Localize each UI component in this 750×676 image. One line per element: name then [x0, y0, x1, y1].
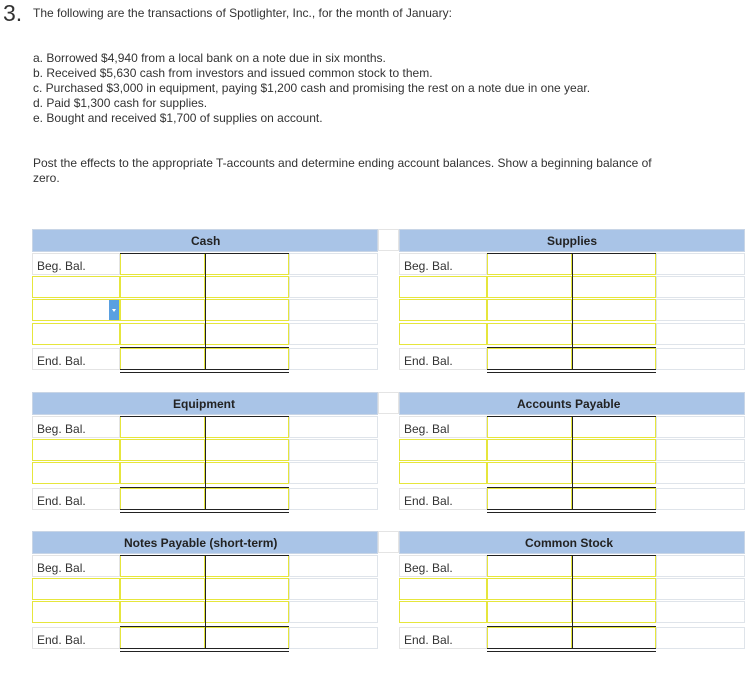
entry-label-field[interactable]: [399, 462, 487, 484]
t-account-header: [32, 229, 378, 252]
beginning-balance-label: Beg. Bal.: [32, 416, 120, 438]
debit-input[interactable]: [487, 253, 572, 275]
entry-label-field[interactable]: [399, 601, 487, 623]
t-account-total-rule: [120, 626, 289, 627]
spacer-cell: [656, 299, 745, 321]
debit-input[interactable]: [120, 578, 205, 600]
transaction-list: [33, 51, 590, 126]
spacer-cell: [289, 578, 378, 600]
beginning-balance-label: Beg. Bal.: [32, 253, 120, 275]
debit-input[interactable]: [120, 488, 205, 510]
credit-input[interactable]: [572, 555, 656, 577]
spacer-cell: [656, 601, 745, 623]
t-account-title: Notes Payable (short-term): [124, 536, 278, 550]
debit-input[interactable]: [120, 253, 205, 275]
spacer-cell: [656, 578, 745, 600]
beginning-balance-label: Beg. Bal.: [32, 555, 120, 577]
t-account-double-rule: [120, 509, 289, 513]
ending-balance-label: End. Bal.: [32, 627, 120, 649]
debit-input[interactable]: [120, 462, 205, 484]
t-account-center-rule: [572, 253, 573, 370]
ending-balance-label: End. Bal.: [32, 488, 120, 510]
debit-input[interactable]: [120, 299, 205, 321]
entry-label-field[interactable]: [32, 323, 120, 345]
credit-input[interactable]: [572, 439, 656, 461]
credit-input[interactable]: [205, 488, 289, 510]
beginning-balance-label: Beg. Bal.: [399, 555, 487, 577]
debit-input[interactable]: [487, 439, 572, 461]
entry-label-field[interactable]: [399, 578, 487, 600]
ending-balance-label: End. Bal.: [399, 627, 487, 649]
entry-label-field[interactable]: [32, 578, 120, 600]
t-account-header: [32, 392, 378, 415]
credit-input[interactable]: [572, 601, 656, 623]
spacer-cell: [656, 276, 745, 298]
beginning-balance-label: Beg. Bal.: [399, 253, 487, 275]
transaction-b: b. Received $5,630 cash from investors and issued common stock to them.: [33, 66, 433, 80]
t-account-center-rule: [205, 555, 206, 649]
credit-input[interactable]: [572, 627, 656, 649]
credit-input[interactable]: [572, 253, 656, 275]
entry-label-field[interactable]: [32, 601, 120, 623]
chevron-down-icon[interactable]: [109, 300, 119, 320]
spacer-cell: [656, 488, 745, 510]
beginning-balance-label: Beg. Bal: [399, 416, 487, 438]
question-intro: The following are the transactions of Spotlighter, Inc., for the month of January:: [33, 6, 452, 20]
t-account-title: Equipment: [173, 397, 235, 411]
spacer-cell: [656, 253, 745, 275]
entry-label-field[interactable]: [399, 299, 487, 321]
spacer-cell: [656, 462, 745, 484]
spacer-cell: [289, 627, 378, 649]
credit-input[interactable]: [205, 627, 289, 649]
ending-balance-label: End. Bal.: [399, 488, 487, 510]
entry-label-dropdown[interactable]: [32, 299, 120, 321]
spacer-cell: [289, 601, 378, 623]
credit-input[interactable]: [572, 348, 656, 370]
t-account-double-rule: [487, 369, 656, 373]
t-account-title: Accounts Payable: [517, 397, 621, 411]
entry-label-field[interactable]: [32, 439, 120, 461]
t-account-title: Supplies: [547, 234, 598, 248]
debit-input[interactable]: [120, 601, 205, 623]
ending-balance-label: End. Bal.: [32, 348, 120, 370]
spacer-cell: [656, 416, 745, 438]
column-separator: [378, 531, 399, 553]
spacer-cell: [656, 323, 745, 345]
transaction-a: a. Borrowed $4,940 from a local bank on a note due in six months.: [33, 51, 386, 65]
spacer-cell: [289, 253, 378, 275]
credit-input[interactable]: [205, 578, 289, 600]
spacer-cell: [289, 276, 378, 298]
t-account-header: [399, 531, 745, 554]
debit-input[interactable]: [487, 555, 572, 577]
spacer-cell: [289, 439, 378, 461]
debit-input[interactable]: [120, 323, 205, 345]
t-account-total-rule: [120, 347, 289, 348]
spacer-cell: [289, 348, 378, 370]
spacer-cell: [656, 555, 745, 577]
spacer-cell: [656, 439, 745, 461]
t-account-title: Cash: [191, 234, 221, 248]
debit-input[interactable]: [487, 578, 572, 600]
credit-input[interactable]: [205, 276, 289, 298]
debit-input[interactable]: [120, 348, 205, 370]
t-account-double-rule: [120, 369, 289, 373]
entry-label-field[interactable]: [32, 462, 120, 484]
debit-input[interactable]: [487, 488, 572, 510]
transaction-c: c. Purchased $3,000 in equipment, paying $1,200 cash and promising the rest on a note due in one year.: [33, 81, 591, 95]
credit-input[interactable]: [572, 462, 656, 484]
debit-input[interactable]: [487, 601, 572, 623]
t-account-total-rule: [487, 347, 656, 348]
spacer-cell: [289, 299, 378, 321]
spacer-cell: [289, 462, 378, 484]
spacer-cell: [289, 555, 378, 577]
entry-label-field[interactable]: [32, 276, 120, 298]
t-account-center-rule: [572, 555, 573, 649]
debit-input[interactable]: [487, 323, 572, 345]
debit-input[interactable]: [487, 348, 572, 370]
credit-input[interactable]: [205, 462, 289, 484]
t-account-double-rule: [120, 648, 289, 652]
credit-input[interactable]: [572, 578, 656, 600]
t-account-double-rule: [487, 648, 656, 652]
credit-input[interactable]: [205, 439, 289, 461]
t-account-header: [399, 229, 745, 252]
ending-balance-label: End. Bal.: [399, 348, 487, 370]
debit-input[interactable]: [120, 439, 205, 461]
debit-input[interactable]: [120, 555, 205, 577]
transaction-d: d. Paid $1,300 cash for supplies.: [33, 96, 208, 110]
t-account-total-rule: [120, 487, 289, 488]
t-account-total-rule: [487, 626, 656, 627]
t-account-center-rule: [572, 416, 573, 510]
credit-input[interactable]: [205, 555, 289, 577]
debit-input[interactable]: [120, 627, 205, 649]
debit-input[interactable]: [120, 416, 205, 438]
credit-input[interactable]: [572, 299, 656, 321]
credit-input[interactable]: [205, 253, 289, 275]
credit-input[interactable]: [205, 299, 289, 321]
entry-label-field[interactable]: [399, 439, 487, 461]
entry-label-field[interactable]: [399, 276, 487, 298]
t-account-header: [399, 392, 745, 415]
credit-input[interactable]: [205, 416, 289, 438]
t-account-center-rule: [205, 416, 206, 510]
credit-input[interactable]: [205, 323, 289, 345]
credit-input[interactable]: [572, 488, 656, 510]
debit-input[interactable]: [487, 299, 572, 321]
transaction-e: e. Bought and received $1,700 of supplies on account.: [33, 111, 323, 125]
t-account-total-rule: [487, 487, 656, 488]
debit-input[interactable]: [487, 627, 572, 649]
t-account-center-rule: [205, 253, 206, 370]
spacer-cell: [656, 348, 745, 370]
entry-label-field[interactable]: [399, 323, 487, 345]
instructions: Post the effects to the appropriate T-accounts and determine ending account balances. Show a beginning balance of zero.: [33, 156, 652, 185]
credit-input[interactable]: [205, 348, 289, 370]
credit-input[interactable]: [205, 601, 289, 623]
t-account-double-rule: [487, 509, 656, 513]
column-separator: [378, 229, 399, 251]
credit-input[interactable]: [572, 416, 656, 438]
column-separator: [378, 392, 399, 414]
spacer-cell: [289, 323, 378, 345]
debit-input[interactable]: [487, 462, 572, 484]
credit-input[interactable]: [572, 276, 656, 298]
spacer-cell: [289, 488, 378, 510]
t-account-title: Common Stock: [525, 536, 614, 550]
spacer-cell: [289, 416, 378, 438]
debit-input[interactable]: [487, 416, 572, 438]
t-account-header: [32, 531, 378, 554]
debit-input[interactable]: [120, 276, 205, 298]
question-number: 3.: [3, 0, 23, 26]
credit-input[interactable]: [572, 323, 656, 345]
debit-input[interactable]: [487, 276, 572, 298]
spacer-cell: [656, 627, 745, 649]
